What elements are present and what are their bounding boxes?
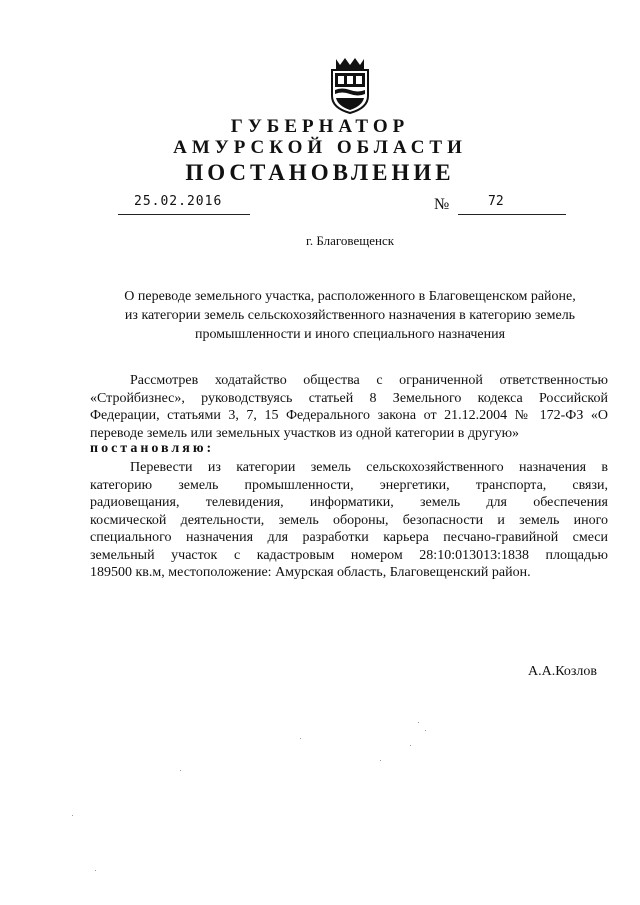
title-line: О переводе земельного участка, расположенного в Благовещенском районе, [124,289,576,304]
preamble-line: «Стройбизнес», руководствуясь статьей 8 Земельного кодекса Российской [90,390,608,406]
header-region: АМУРСКОЙ ОБЛАСТИ [173,137,467,158]
decision-line: специального назначения для разработки карьера песчано-гравийной смеси [90,530,608,545]
title-line: из категории земель сельскохозяйственного назначения в категорию земель [124,308,576,323]
decision-line: радиовещания, телевидения, информатики, земель для обеспечения [90,495,608,510]
decision-line: космической деятельности, земель обороны, безопасности и земель иного [90,512,608,528]
document-date: 25.02.2016 [134,194,223,209]
signature-name: А.А.Козлов [528,664,597,679]
document-type-heading: ПОСТАНОВЛЕНИЕ [185,160,455,185]
decision-line: 189500 кв.м, местоположение: Амурская область, Благовещенский район. [90,565,531,580]
coat-of-arms-icon [326,56,374,114]
date-field [118,194,250,215]
decision-line: Перевести из категории земель сельскохозяйственного назначения в [130,460,608,475]
document-number: 72 [488,194,504,209]
header-governor: ГУБЕРНАТОР [230,116,410,137]
preamble-line: Рассмотрев ходатайство общества с ограниченной ответственностью [130,373,608,388]
preamble-paragraph [90,372,608,442]
preamble-line: Федерации, статьями 3, 7, 15 Федерального закона от 21.12.2004 № 172-ФЗ «О [90,408,608,423]
decision-line: земельный участок с кадастровым номером 28:10:013013:1838 площадью [90,547,608,563]
number-sign: № [434,196,450,213]
resolution-word: постановляю: [90,441,215,456]
title-line: промышленности и иного специального назначения [194,327,506,342]
number-field [458,194,566,215]
city-line: г. Благовещенск [305,233,395,248]
decision-paragraph [90,459,608,582]
decision-line: категорию земель промышленности, энергетики, транспорта, связи, [90,477,608,493]
preamble-line: переводе земель или земельных участков из одной категории в другую» [90,425,520,441]
document-title [88,287,612,344]
